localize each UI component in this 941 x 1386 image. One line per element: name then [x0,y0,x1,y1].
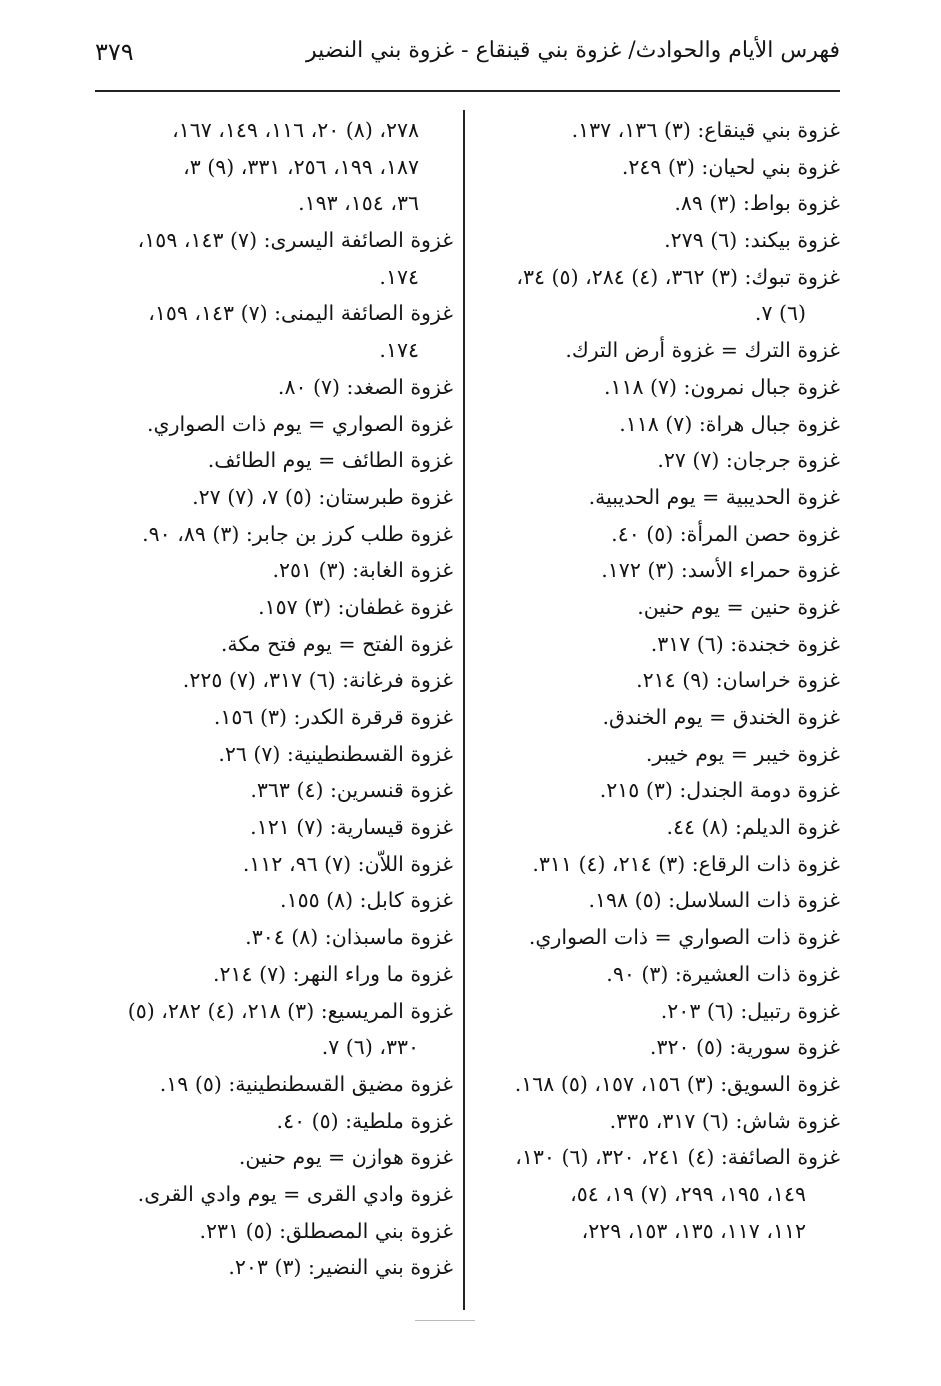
index-entry: غزوة الصائفة: (٤) ٢٤١، ٣٢٠، (٦) ١٣٠، [515,1145,840,1170]
index-entry: غزوة قنسرين: (٤) ٣٦٣. [250,778,453,803]
index-entry: غزوة الحديبية = يوم الحديبية. [588,484,840,509]
index-entry-continuation: ١٤٩، ١٩٥، ٢٩٩، (٧) ١٩، ٥٤، [570,1181,806,1206]
index-entry: غزوة حنين = يوم حنين. [637,594,840,619]
index-entry: غزوة طبرستان: (٥) ٧، (٧) ٢٧. [192,484,453,509]
index-column-right [480,112,840,1249]
index-column-left [78,112,453,1286]
index-entry: غزوة بني قينقاع: (٣) ١٣٦، ١٣٧. [571,118,840,142]
index-entry: غزوة ماسبذان: (٨) ٣٠٤. [245,925,453,950]
index-entry: غزوة دومة الجندل: (٣) ٢١٥. [599,778,840,803]
index-entry: غزوة القسطنطينية: (٧) ٢٦. [218,741,453,766]
index-entry: غزوة الديلم: (٨) ٤٤. [666,815,840,840]
column-divider [463,110,465,1310]
index-entry: غزوة الصائفة اليسرى: (٧) ١٤٣، ١٥٩، [137,228,453,253]
index-entry: غزوة ذات العشيرة: (٣) ٩٠. [606,961,840,986]
index-entry: غزوة الطائف = يوم الطائف. [207,448,453,473]
index-entry: غزوة تبوك: (٣) ٣٦٢، (٤) ٢٨٤، (٥) ٣٤، [516,264,840,289]
index-entry: غزوة الترك = غزوة أرض الترك. [565,338,840,363]
index-entry: غزوة الصواري = يوم ذات الصواري. [147,411,453,436]
index-entry: غزوة فرغانة: (٦) ٣١٧، (٧) ٢٢٥. [182,668,453,693]
running-title: فهرس الأيام والحوادث/ غزوة بني قينقاع - غزوة بني النضير [305,38,840,63]
index-entry-continuation: ١٧٤. [379,338,419,363]
index-entry: غزوة الغابة: (٣) ٢٥١. [272,558,453,583]
index-entry: غزوة جبال نمرون: (٧) ١١٨. [603,374,840,399]
index-entry: غزوة خراسان: (٩) ٢١٤. [636,668,840,693]
index-entry: غزوة هوازن = يوم حنين. [238,1145,453,1170]
index-entry: غزوة قرقرة الكدر: (٣) ١٥٦. [213,705,453,729]
index-entry-continuation: ٢٧٨، (٨) ٢٠، ١١٦، ١٤٩، ١٦٧، [172,118,419,142]
index-entry: غزوة حمراء الأسد: (٣) ١٧٢. [601,558,840,583]
index-entry: غزوة السويق: (٣) ١٥٦، ١٥٧، (٥) ١٦٨. [514,1071,840,1096]
index-entry: غزوة بواط: (٣) ٨٩. [674,191,840,216]
page-header [95,38,840,88]
index-entry: غزوة بني لحيان: (٣) ٢٤٩. [621,154,840,179]
index-entry: غزوة اللاّن: (٧) ٩٦، ١١٢. [242,851,453,876]
index-entry: غزوة حصن المرأة: (٥) ٤٠. [611,521,840,546]
index-entry: غزوة غطفان: (٣) ١٥٧. [258,594,453,619]
index-entry-continuation: ١٧٤. [379,264,419,289]
index-entry: غزوة الخندق = يوم الخندق. [602,705,840,729]
index-entry: غزوة ذات الرقاع: (٣) ٢١٤، (٤) ٣١١. [532,851,840,876]
index-entry: غزوة مضيق القسطنطينية: (٥) ١٩. [159,1071,453,1096]
index-entry: غزوة جبال هراة: (٧) ١١٨. [619,411,840,436]
index-entry: غزوة ما وراء النهر: (٧) ٢١٤. [213,961,453,986]
index-entry: غزوة المريسيع: (٣) ٢١٨، (٤) ٢٨٢، (٥) [127,998,453,1023]
index-entry: غزوة ذات الصواري = ذات الصواري. [528,925,840,950]
page-foot-mark [415,1320,475,1321]
index-entry: غزوة ذات السلاسل: (٥) ١٩٨. [588,888,840,913]
index-entry: غزوة بني المصطلق: (٥) ٢٣١. [199,1218,453,1243]
index-entry: غزوة خجندة: (٦) ٣١٧. [650,631,840,656]
index-entry: غزوة الصائفة اليمنى: (٧) ١٤٣، ١٥٩، [148,301,453,326]
index-entry: غزوة رتبيل: (٦) ٢٠٣. [660,998,840,1023]
index-entry: غزوة طلب كرز بن جابر: (٣) ٨٩، ٩٠. [142,521,453,546]
index-entry: غزوة ملطية: (٥) ٤٠. [276,1108,453,1133]
index-entry-continuation: ١١٢، ١١٧، ١٣٥، ١٥٣، ٢٢٩، [581,1218,806,1243]
index-entry: غزوة خيبر = يوم خيبر. [645,741,840,766]
index-entry: غزوة بيكند: (٦) ٢٧٩. [664,228,840,253]
index-entry: غزوة جرجان: (٧) ٢٧. [657,448,840,473]
index-entry: غزوة قيسارية: (٧) ١٢١. [250,815,453,840]
index-entry: غزوة شاش: (٦) ٣١٧، ٣٣٥. [609,1108,840,1133]
index-entry: غزوة كابل: (٨) ١٥٥. [280,888,453,913]
index-entry: غزوة بني النضير: (٣) ٢٠٣. [228,1255,453,1280]
index-entry-continuation: ١٨٧، ١٩٩، ٢٥٦، ٣٣١، (٩) ٣، [183,154,419,179]
index-entry: غزوة الفتح = يوم فتح مكة. [220,631,453,656]
index-entry: غزوة سورية: (٥) ٣٢٠. [649,1035,840,1060]
page-number: ٣٧٩ [95,38,134,66]
index-entry: غزوة وادي القرى = يوم وادي القرى. [137,1181,453,1206]
header-rule [95,90,840,92]
index-entry-continuation: (٦) ٧. [754,301,806,326]
index-entry-continuation: ٣٦، ١٥٤، ١٩٣. [298,191,419,216]
index-entry-continuation: ٣٣٠، (٦) ٧. [321,1035,419,1060]
index-entry: غزوة الصغد: (٧) ٨٠. [277,374,453,399]
